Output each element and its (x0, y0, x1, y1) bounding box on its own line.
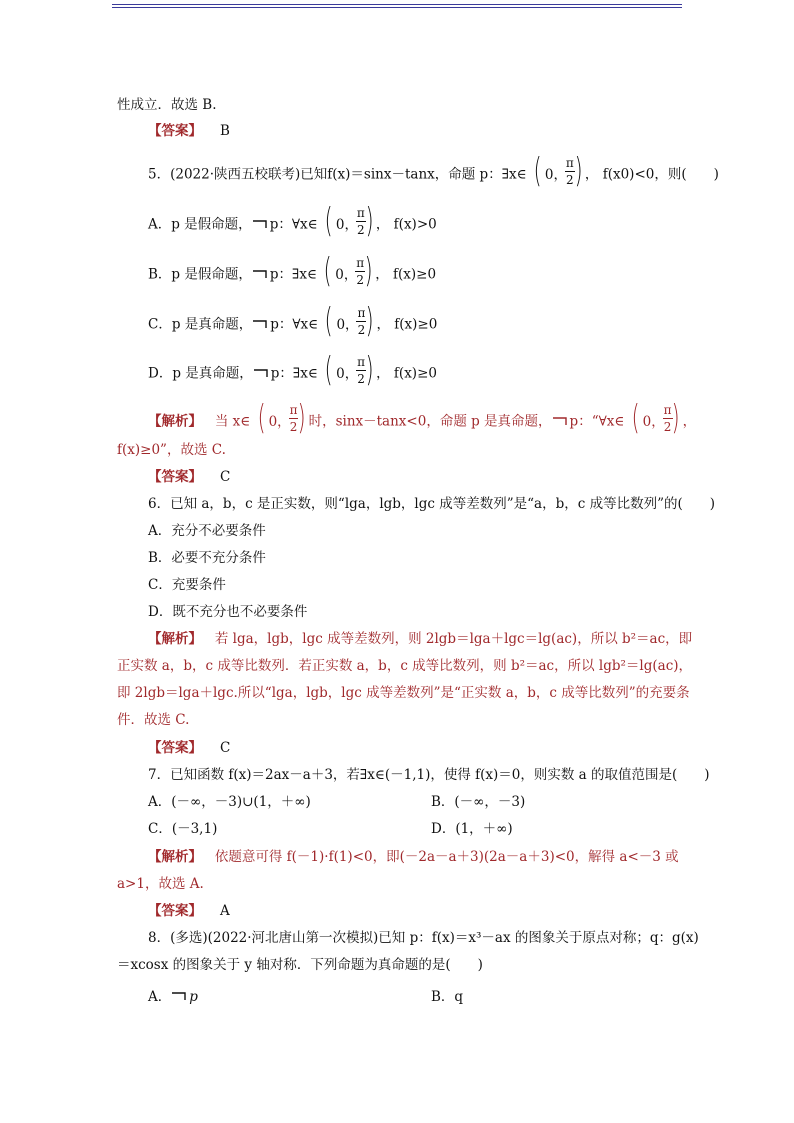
q7-option-d[interactable]: D．(1，＋∞) (431, 821, 513, 837)
q5-option-d[interactable]: D．p 是真命题， p：∃x∈ ( 0， $\frac{\pi}{2}$ ) ， f(x)≥0 (148, 352, 437, 396)
interval-0-pi-2: ( 0， $\frac{\pi}{2}$ ) (631, 398, 681, 438)
q7-answer: 【答案】 A (148, 903, 230, 919)
interval-0-pi-2: ( 0， $\frac{\pi}{2}$ ) (325, 301, 374, 341)
q5-option-b[interactable]: B．p 是假命题， p：∃x∈ ( 0， $\frac{\pi}{2}$ ) ， f(x)≥0 (148, 253, 436, 297)
q6-option-c[interactable]: C．充要条件 (148, 577, 226, 593)
negation-symbol-icon (252, 268, 270, 280)
q5-stem: 5．(2022·陕西五校联考)已知f(x)＝sinx－tanx，命题 p：∃x∈ ( 0， $\frac{\pi}{2}$ ) ， f(x0)<0，则( ) (148, 153, 719, 197)
answer-label: 【答案】 (148, 123, 202, 139)
q8-stem-line2: ＝xcosx 的图象关于 y 轴对称．下列命题为真命题的是( ) (117, 957, 483, 973)
q6-answer: 【答案】 C (148, 740, 231, 756)
q6-stem: 6．已知 a，b，c 是正实数，则“lga，lgb，lgc 成等差数列”是“a，b，c 成等比数列”的( ) (148, 496, 716, 512)
negation-symbol-icon (253, 367, 271, 379)
header-rule (112, 0, 682, 14)
negation-symbol-icon (171, 990, 189, 1002)
q6-analysis-line3: 即 2lgb＝lga＋lgc.所以“lga，lgb，lgc 成等差数列”是“正实数 a，b，c 成等比数列”的充要条 (117, 685, 690, 701)
q6-analysis-line4: 件．故选 C. (117, 712, 190, 728)
q8-option-b[interactable]: B．q (431, 989, 464, 1005)
q6-option-d[interactable]: D．既不充分也不必要条件 (148, 604, 308, 620)
q5-analysis-line2: f(x)≥0”，故选 C. (117, 442, 226, 458)
q6-option-b[interactable]: B．必要不充分条件 (148, 550, 266, 566)
negation-symbol-icon (252, 318, 270, 330)
negation-symbol-icon (552, 415, 570, 427)
q4-answer (148, 122, 230, 140)
interval-0-pi-2: ( 0， $\frac{\pi}{2}$ ) (257, 398, 306, 438)
q7-option-a[interactable]: A．(－∞，－3)∪(1，＋∞) (148, 794, 311, 810)
continuation-text: 性成立．故选 B. (117, 97, 217, 113)
q5-option-a[interactable]: A．p 是假命题， p：∀x∈ ( 0， $\frac{\pi}{2}$ ) ， f(x)>0 (148, 203, 437, 247)
q7-stem: 7．已知函数 f(x)＝2ax－a＋3，若∃x∈(－1,1)，使得 f(x)＝0，则实数 a 的取值范围是( ) (148, 767, 710, 783)
q8-option-a[interactable]: A． p (148, 989, 198, 1005)
interval-0-pi-2: ( 0， $\frac{\pi}{2}$ ) (323, 251, 373, 291)
negation-symbol-icon (252, 218, 270, 230)
q7-option-c[interactable]: C．(－3,1) (148, 821, 218, 837)
q6-analysis-line1: 【解析】 若 lga，lgb，lgc 成等差数列，则 2lgb＝lga＋lgc＝lg(ac)，所以 b²＝ac，即 (148, 631, 693, 647)
q7-option-b[interactable]: B．(－∞，－3) (431, 794, 526, 810)
interval-0-pi-2: ( 0， $\frac{\pi}{2}$ ) (533, 151, 583, 191)
q5-answer: 【答案】 C (148, 469, 231, 485)
q6-analysis-line2: 正实数 a，b，c 成等比数列．若正实数 a，b，c 成等比数列，则 b²＝ac，所以 lgb²＝lg(ac)， (117, 658, 693, 674)
q5-analysis-line1: 【解析】 当 x∈ ( 0， $\frac{\pi}{2}$ ) 时，sinx－tanx<0，命题 p 是真命题， p：“∀x∈ ( 0， $\frac{\pi}{2}$ ) ， (148, 400, 696, 444)
interval-0-pi-2: ( 0， $\frac{\pi}{2}$ ) (324, 350, 374, 390)
q5-option-c[interactable]: C．p 是真命题， p：∀x∈ ( 0， $\frac{\pi}{2}$ ) ， f(x)≥0 (148, 303, 437, 347)
answer-value: B (220, 123, 230, 139)
q8-stem-line1: 8．(多选)(2022·河北唐山第一次模拟)已知 p：f(x)＝x³－ax 的图象关于原点对称；q：g(x) (148, 930, 699, 946)
q7-analysis-line1: 【解析】 依题意可得 f(－1)·f(1)<0，即(－2a－a＋3)(2a－a＋3)<0，解得 a<－3 或 (148, 849, 679, 865)
interval-0-pi-2: ( 0， $\frac{\pi}{2}$ ) (324, 201, 374, 241)
q7-analysis-line2: a>1，故选 A. (117, 876, 204, 892)
q6-option-a[interactable]: A．充分不必要条件 (148, 523, 266, 539)
